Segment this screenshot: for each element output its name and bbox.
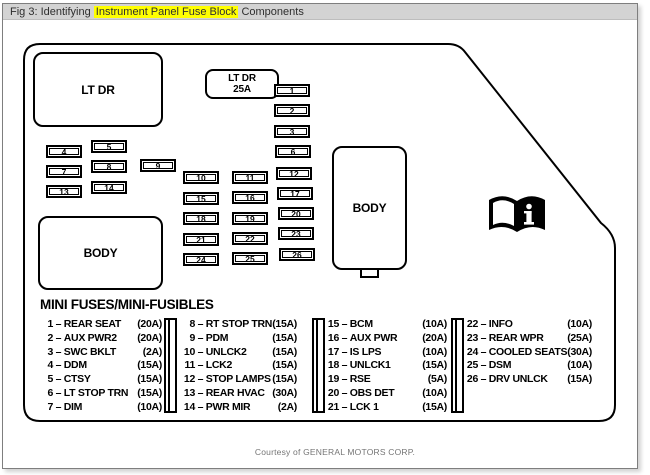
legend-entry-amp: (30A)	[567, 345, 593, 358]
legend-entry-label: 18 – UNLCK1	[327, 359, 391, 372]
legend-entry-amp: (10A)	[422, 345, 447, 358]
legend-entry-17	[326, 347, 447, 358]
title-highlight: Instrument Panel Fuse Block	[95, 6, 237, 18]
figure-title-prefix: Fig 3: Identifying	[10, 6, 94, 18]
legend-entry-12	[182, 374, 297, 385]
fuse-box-9	[140, 159, 176, 172]
legend-entry-label: 15 – BCM	[327, 318, 373, 330]
body-right-connector-tab	[360, 269, 379, 278]
fuse-number: 10	[186, 174, 216, 181]
courtesy-note: Courtesy of GENERAL MOTORS CORP.	[254, 447, 416, 457]
legend-entry-9	[182, 333, 297, 344]
legend-entry-label: 6 – LT STOP TRN	[47, 387, 129, 399]
legend-entry-amp: (20A)	[422, 331, 447, 344]
legend-entry-amp: (15A)	[272, 359, 297, 372]
fuse-box-24	[183, 253, 219, 266]
fuse-box-19	[232, 212, 268, 225]
fuse-box-10	[183, 171, 219, 184]
legend-entry-label: 12 – STOP LAMPS	[183, 373, 271, 386]
figure-title-suffix: Components	[238, 6, 304, 18]
fuse-box-23	[278, 227, 314, 240]
legend-entry-amp: (2A)	[277, 400, 297, 413]
fuse-number: 6	[278, 148, 308, 155]
legend-entry-2	[40, 333, 162, 344]
legend-header: MINI FUSES/MINI-FUSIBLES	[40, 297, 214, 312]
legend-entry-25	[465, 360, 592, 371]
legend-entry-amp: (10A)	[567, 359, 592, 372]
legend-entry-label: 16 – AUX PWR	[327, 331, 398, 344]
relay-box-body-left: BODY	[38, 216, 163, 290]
legend-entry-label: 13 – REAR HVAC	[183, 387, 265, 399]
legend-entry-24	[465, 347, 592, 358]
fuse-box-4	[46, 145, 82, 158]
fuse-number: 14	[94, 184, 124, 191]
legend-entry-14	[182, 402, 297, 413]
legend-entry-amp: (10A)	[422, 387, 447, 399]
legend-entry-amp: (15A)	[137, 387, 162, 399]
fuse-box-25	[232, 252, 268, 265]
fuse-number: 9	[143, 162, 173, 169]
legend-entry-amp: (15A)	[567, 373, 592, 386]
legend-entry-5	[40, 374, 162, 385]
legend-entry-label: 24 – COOLED SEATS	[466, 345, 568, 358]
relay-box-lt-dr: LT DR	[33, 52, 163, 127]
legend-entry-22	[465, 319, 592, 330]
legend-entry-label: 8 – RT STOP TRN	[189, 318, 273, 330]
legend-entry-3	[40, 347, 162, 358]
fuse-box-1	[274, 84, 310, 97]
legend-entry-label: 4 – DDM	[47, 359, 87, 372]
fuse-box-5	[91, 140, 127, 153]
legend-entry-amp: (15A)	[422, 400, 447, 413]
legend-entry-label: 1 – REAR SEAT	[47, 318, 121, 330]
legend-entry-amp: (15A)	[272, 345, 297, 358]
legend-entry-23	[465, 333, 592, 344]
fuse-number: 11	[235, 174, 265, 181]
figure-title-bar	[3, 4, 637, 20]
fuse-box-16	[232, 191, 268, 204]
legend-entry-amp: (10A)	[567, 318, 592, 330]
fuse-number: 1	[277, 87, 307, 94]
fuse-number: 17	[280, 190, 310, 197]
legend-entry-amp: (15A)	[272, 373, 297, 386]
legend-entry-7	[40, 402, 162, 413]
fuse-number: 20	[281, 210, 311, 217]
legend-entry-amp: (15A)	[137, 373, 162, 386]
fuse-box-3	[274, 125, 310, 138]
fuse-number: 25	[235, 255, 265, 262]
legend-entry-amp: (15A)	[422, 359, 447, 372]
legend-entry-18	[326, 360, 447, 371]
fuse-number: 4	[49, 148, 79, 155]
legend-entry-6	[40, 388, 162, 399]
fuse-box-14	[91, 181, 127, 194]
fuse-number: 2	[277, 107, 307, 114]
fuse-number: 19	[235, 215, 265, 222]
legend-entry-label: 7 – DIM	[47, 400, 83, 413]
fuse-number: 8	[94, 163, 124, 170]
fuse-box-20	[278, 207, 314, 220]
legend-entry-label: 23 – REAR WPR	[466, 331, 544, 344]
legend-entry-label: 3 – SWC BKLT	[47, 345, 117, 358]
legend-entry-1	[40, 319, 162, 330]
fuse-box-7	[46, 165, 82, 178]
fuse-number: 18	[186, 215, 216, 222]
fuse-number: 3	[277, 128, 307, 135]
legend-entry-label: 21 – LCK 1	[327, 400, 379, 413]
legend-divider	[451, 318, 464, 413]
legend-entry-16	[326, 333, 447, 344]
fuse-box-26	[279, 248, 315, 261]
legend-entry-amp: (10A)	[137, 400, 162, 413]
fuse-box-6	[275, 145, 311, 158]
legend-entry-label: 9 – PDM	[189, 331, 229, 344]
legend-entry-label: 19 – RSE	[327, 373, 371, 386]
fuse-number: 5	[94, 143, 124, 150]
fuse-box-8	[91, 160, 127, 173]
fuse-number: 22	[235, 235, 265, 242]
fuse-box-12	[276, 167, 312, 180]
fuse-number: 26	[282, 251, 312, 258]
legend-entry-label: 10 – UNLCK2	[183, 345, 247, 358]
legend-entry-15	[326, 319, 447, 330]
legend-entry-label: 22 – INFO	[466, 318, 513, 330]
fuse-number: 7	[49, 168, 79, 175]
legend-entry-amp: (2A)	[142, 345, 162, 358]
legend-entry-label: 20 – OBS DET	[327, 387, 395, 399]
fuse-number: 24	[186, 256, 216, 263]
legend-entry-10	[182, 347, 297, 358]
fuse-number: 13	[49, 188, 79, 195]
legend-entry-label: 26 – DRV UNLCK	[466, 373, 548, 386]
lt-dr-25a-line1: LT DR	[228, 73, 256, 84]
legend-entry-label: 2 – AUX PWR2	[47, 331, 117, 344]
fuse-number: 15	[186, 195, 216, 202]
legend-entry-amp: (15A)	[272, 331, 297, 344]
fuse-box-2	[274, 104, 310, 117]
fuse-number: 16	[235, 194, 265, 201]
legend-entry-amp: (5A)	[427, 373, 447, 386]
legend-divider	[164, 318, 177, 413]
fuse-box-22	[232, 232, 268, 245]
legend-entry-26	[465, 374, 592, 385]
legend-entry-amp: (15A)	[272, 318, 297, 330]
legend-entry-label: 5 – CTSY	[47, 373, 91, 386]
legend-entry-21	[326, 402, 447, 413]
fuse-box-15	[183, 192, 219, 205]
legend-entry-amp: (20A)	[137, 318, 162, 330]
legend-entry-amp: (15A)	[137, 359, 162, 372]
fuse-number: 12	[279, 170, 309, 177]
fuse-number: 21	[186, 236, 216, 243]
lt-dr-25a-line2: 25A	[233, 84, 251, 95]
fuse-box-11	[232, 171, 268, 184]
legend-entry-amp: (10A)	[422, 318, 447, 330]
legend-entry-label: 14 – PWR MIR	[183, 400, 251, 413]
legend-entry-label: 11 – LCK2	[184, 359, 232, 372]
legend-entry-19	[326, 374, 447, 385]
legend-divider	[312, 318, 325, 413]
relay-box-body-right: BODY	[332, 146, 407, 270]
legend-entry-label: 17 – IS LPS	[327, 345, 382, 358]
legend-entry-amp: (20A)	[137, 331, 162, 344]
legend-entry-4	[40, 360, 162, 371]
legend-entry-13	[182, 388, 297, 399]
fuse-number: 23	[281, 230, 311, 237]
fuse-box-21	[183, 233, 219, 246]
fuse-box-18	[183, 212, 219, 225]
legend-entry-8	[182, 319, 297, 330]
fuse-box-13	[46, 185, 82, 198]
fuse-box-17	[277, 187, 313, 200]
legend-entry-amp: (30A)	[272, 387, 297, 399]
fuse-box-lt-dr-25a	[205, 69, 279, 99]
legend-entry-label: 25 – DSM	[466, 359, 512, 372]
open-book-info-icon	[487, 192, 547, 236]
legend-entry-11	[182, 360, 297, 371]
legend-entry-20	[326, 388, 447, 399]
legend-entry-amp: (25A)	[567, 331, 592, 344]
